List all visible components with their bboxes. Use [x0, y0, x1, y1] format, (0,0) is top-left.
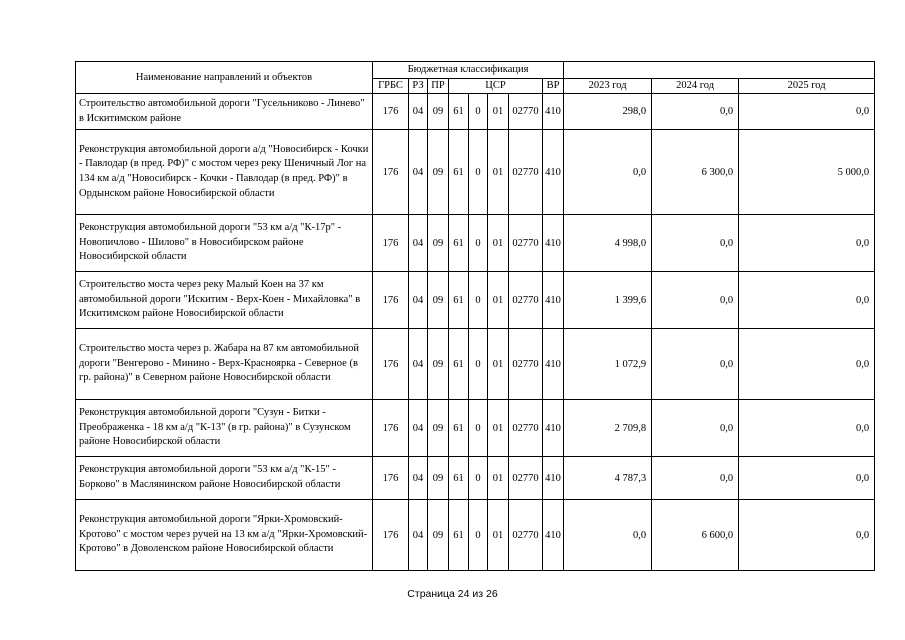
row-grbs: 176: [373, 500, 409, 571]
row-csr-event: 01: [488, 272, 509, 329]
row-pr: 09: [428, 457, 449, 500]
row-pr: 09: [428, 272, 449, 329]
table-row: [76, 457, 875, 500]
header-grbs: ГРБС: [373, 79, 409, 94]
row-csr-code: 02770: [509, 457, 543, 500]
row-2025: 0,0: [739, 329, 875, 400]
row-csr-code: 02770: [509, 400, 543, 457]
row-csr-event: 01: [488, 500, 509, 571]
row-grbs: 176: [373, 215, 409, 272]
row-2024: 0,0: [652, 457, 739, 500]
row-rz: 04: [409, 215, 428, 272]
row-csr-event: 01: [488, 400, 509, 457]
row-name: Реконструкция автомобильной дороги "53 км а/д "К-15" - Борково" в Маслянинском районе Новосибирской области: [76, 457, 373, 500]
row-pr: 09: [428, 329, 449, 400]
row-name: Строительство моста через реку Малый Коен на 37 км автомобильной дороги "Искитим - Верх-Коен - Михайловка" в Искитимском районе Новосибирской области: [76, 272, 373, 329]
row-vr: 410: [543, 457, 564, 500]
row-grbs: 176: [373, 94, 409, 130]
table-row: [76, 329, 875, 400]
row-csr-program: 61: [449, 130, 469, 215]
row-pr: 09: [428, 130, 449, 215]
row-csr-code: 02770: [509, 272, 543, 329]
row-2024: 6 300,0: [652, 130, 739, 215]
row-2024: 0,0: [652, 329, 739, 400]
row-name: Строительство автомобильной дороги "Гусельниково - Линево" в Искитимском районе: [76, 94, 373, 130]
row-2024: 0,0: [652, 94, 739, 130]
row-2025: 0,0: [739, 500, 875, 571]
row-csr-program: 61: [449, 329, 469, 400]
row-grbs: 176: [373, 457, 409, 500]
header-vr: ВР: [543, 79, 564, 94]
header-pr: ПР: [428, 79, 449, 94]
table-row: [76, 400, 875, 457]
row-csr-event: 01: [488, 215, 509, 272]
row-rz: 04: [409, 457, 428, 500]
row-rz: 04: [409, 272, 428, 329]
row-name: Реконструкция автомобильной дороги "53 км а/д "К-17р" - Новопичлово - Шилово" в Новосибирском районе Новосибирской области: [76, 215, 373, 272]
row-2025: 5 000,0: [739, 130, 875, 215]
row-2025: 0,0: [739, 400, 875, 457]
row-vr: 410: [543, 500, 564, 571]
row-grbs: 176: [373, 329, 409, 400]
row-csr-subprogram: 0: [469, 272, 488, 329]
row-2023: 1 072,9: [564, 329, 652, 400]
table-row: [76, 272, 875, 329]
row-csr-subprogram: 0: [469, 457, 488, 500]
row-name: Реконструкция автомобильной дороги а/д "Новосибирск - Кочки - Павлодар (в пред. РФ)" с мостом через реку Шеничный Лог на 134 км а/д "Новосибирск - Кочки - Павлодар (в пред. РФ)" в Ордынском районе Новосибирской области: [76, 130, 373, 215]
row-pr: 09: [428, 94, 449, 130]
row-csr-event: 01: [488, 457, 509, 500]
row-2024: 0,0: [652, 272, 739, 329]
row-2023: 2 709,8: [564, 400, 652, 457]
row-pr: 09: [428, 500, 449, 571]
row-csr-event: 01: [488, 130, 509, 215]
row-csr-code: 02770: [509, 215, 543, 272]
row-csr-program: 61: [449, 500, 469, 571]
row-csr-subprogram: 0: [469, 400, 488, 457]
row-grbs: 176: [373, 130, 409, 215]
row-vr: 410: [543, 400, 564, 457]
row-pr: 09: [428, 215, 449, 272]
header-years-group: [564, 62, 875, 79]
table-row: [76, 94, 875, 130]
row-rz: 04: [409, 130, 428, 215]
row-vr: 410: [543, 94, 564, 130]
row-2025: 0,0: [739, 215, 875, 272]
row-vr: 410: [543, 215, 564, 272]
row-csr-subprogram: 0: [469, 329, 488, 400]
row-vr: 410: [543, 130, 564, 215]
row-csr-subprogram: 0: [469, 130, 488, 215]
row-2023: 4 787,3: [564, 457, 652, 500]
table-row: [76, 215, 875, 272]
row-csr-code: 02770: [509, 94, 543, 130]
header-2023: 2023 год: [564, 79, 652, 94]
page-number: Страница 24 из 26: [407, 588, 498, 600]
row-grbs: 176: [373, 272, 409, 329]
row-csr-subprogram: 0: [469, 500, 488, 571]
row-2023: 298,0: [564, 94, 652, 130]
row-2023: 4 998,0: [564, 215, 652, 272]
table-body: [76, 94, 875, 571]
row-csr-program: 61: [449, 457, 469, 500]
row-csr-subprogram: 0: [469, 215, 488, 272]
row-vr: 410: [543, 272, 564, 329]
row-csr-subprogram: 0: [469, 94, 488, 130]
row-2025: 0,0: [739, 272, 875, 329]
table-row: [76, 500, 875, 571]
row-2025: 0,0: [739, 457, 875, 500]
row-csr-code: 02770: [509, 329, 543, 400]
row-csr-event: 01: [488, 329, 509, 400]
row-csr-program: 61: [449, 94, 469, 130]
row-2023: 0,0: [564, 130, 652, 215]
header-csr: ЦСР: [449, 79, 543, 94]
header-2024: 2024 год: [652, 79, 739, 94]
row-name: Строительство моста через р. Жабара на 87 км автомобильной дороги "Венгерово - Минино - Верх-Красноярка - Северное (в гр. района)" в Северном районе Новосибирской области: [76, 329, 373, 400]
row-rz: 04: [409, 329, 428, 400]
row-csr-program: 61: [449, 215, 469, 272]
row-csr-code: 02770: [509, 130, 543, 215]
row-rz: 04: [409, 500, 428, 571]
row-csr-code: 02770: [509, 500, 543, 571]
row-2024: 6 600,0: [652, 500, 739, 571]
row-vr: 410: [543, 329, 564, 400]
row-rz: 04: [409, 94, 428, 130]
row-2024: 0,0: [652, 215, 739, 272]
row-name: Реконструкция автомобильной дороги "Ярки-Хромовский-Кротово" с мостом через ручей на 13 км а/д "Ярки-Хромовский-Кротово" в Доволенском районе Новосибирской области: [76, 500, 373, 571]
header-budget-classification: Бюджетная классификация: [373, 62, 564, 79]
row-2023: 0,0: [564, 500, 652, 571]
header-name: Наименование направлений и объектов: [76, 62, 373, 94]
row-2025: 0,0: [739, 94, 875, 130]
row-rz: 04: [409, 400, 428, 457]
header-rz: РЗ: [409, 79, 428, 94]
table-row: [76, 130, 875, 215]
row-2023: 1 399,6: [564, 272, 652, 329]
row-csr-program: 61: [449, 400, 469, 457]
row-csr-event: 01: [488, 94, 509, 130]
header-2025: 2025 год: [739, 79, 875, 94]
row-pr: 09: [428, 400, 449, 457]
row-grbs: 176: [373, 400, 409, 457]
row-name: Реконструкция автомобильной дороги "Сузун - Битки - Преображенка - 18 км а/д "К-13" (в гр. района)" в Сузунском районе Новосибирской области: [76, 400, 373, 457]
row-csr-program: 61: [449, 272, 469, 329]
budget-table: [75, 61, 875, 571]
row-2024: 0,0: [652, 400, 739, 457]
